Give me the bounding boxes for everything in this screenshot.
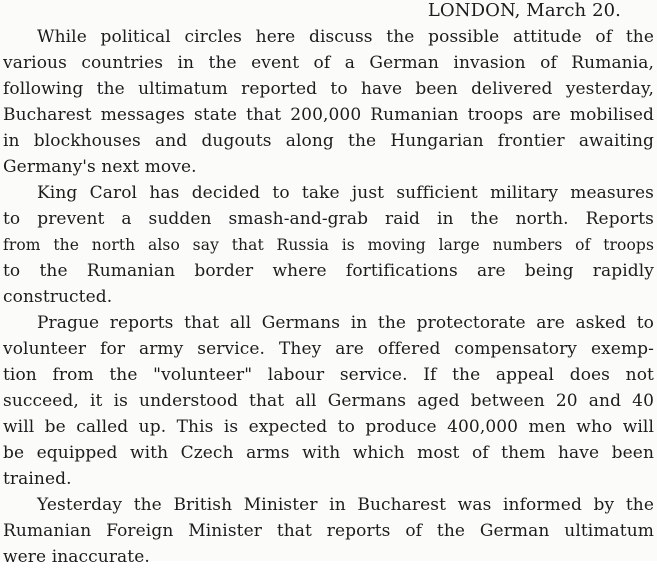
- paragraph-2: [3, 180, 654, 310]
- text-line: were inaccurate.: [3, 547, 150, 567]
- text-line: Rumanian Foreign Minister that reports of the German ultimatum: [3, 521, 654, 541]
- article-body: [3, 24, 654, 570]
- dateline: LONDON, March 20.: [427, 0, 621, 21]
- text-line: succeed, it is understood that all Germans aged between 20 and 40: [3, 391, 654, 411]
- paragraph-1: [3, 24, 654, 180]
- text-line: will be called up. This is expected to produce 400,000 men who will: [3, 417, 654, 437]
- text-line: in blockhouses and dugouts along the Hungarian frontier awaiting: [3, 131, 654, 151]
- text-line: to the Rumanian border where fortifications are being rapidly: [3, 261, 654, 281]
- text-line: Bucharest messages state that 200,000 Rumanian troops are mobilised: [3, 105, 654, 125]
- text-line: trained.: [3, 469, 72, 489]
- text-line: Prague reports that all Germans in the protectorate are asked to: [37, 313, 654, 333]
- text-line: various countries in the event of a German invasion of Rumania,: [3, 53, 654, 73]
- text-line: King Carol has decided to take just sufficient military measures: [37, 183, 654, 203]
- text-line: Germany's next move.: [3, 157, 197, 177]
- text-line: following the ultimatum reported to have been delivered yesterday,: [3, 79, 654, 99]
- text-line: volunteer for army service. They are offered compensatory exemp-: [3, 339, 654, 359]
- text-line: constructed.: [3, 287, 113, 307]
- text-line: tion from the "volunteer" labour service. If the appeal does not: [3, 365, 654, 385]
- text-line: be equipped with Czech arms with which most of them have been: [3, 443, 654, 463]
- text-line: from the north also say that Russia is moving large numbers of troops: [3, 236, 654, 254]
- text-line: to prevent a sudden smash-and-grab raid in the north. Reports: [3, 209, 654, 229]
- paragraph-3: [3, 310, 654, 492]
- text-line: While political circles here discuss the possible attitude of the: [37, 27, 654, 47]
- text-line: Yesterday the British Minister in Bucharest was informed by the: [37, 495, 654, 515]
- paragraph-4: [3, 492, 654, 570]
